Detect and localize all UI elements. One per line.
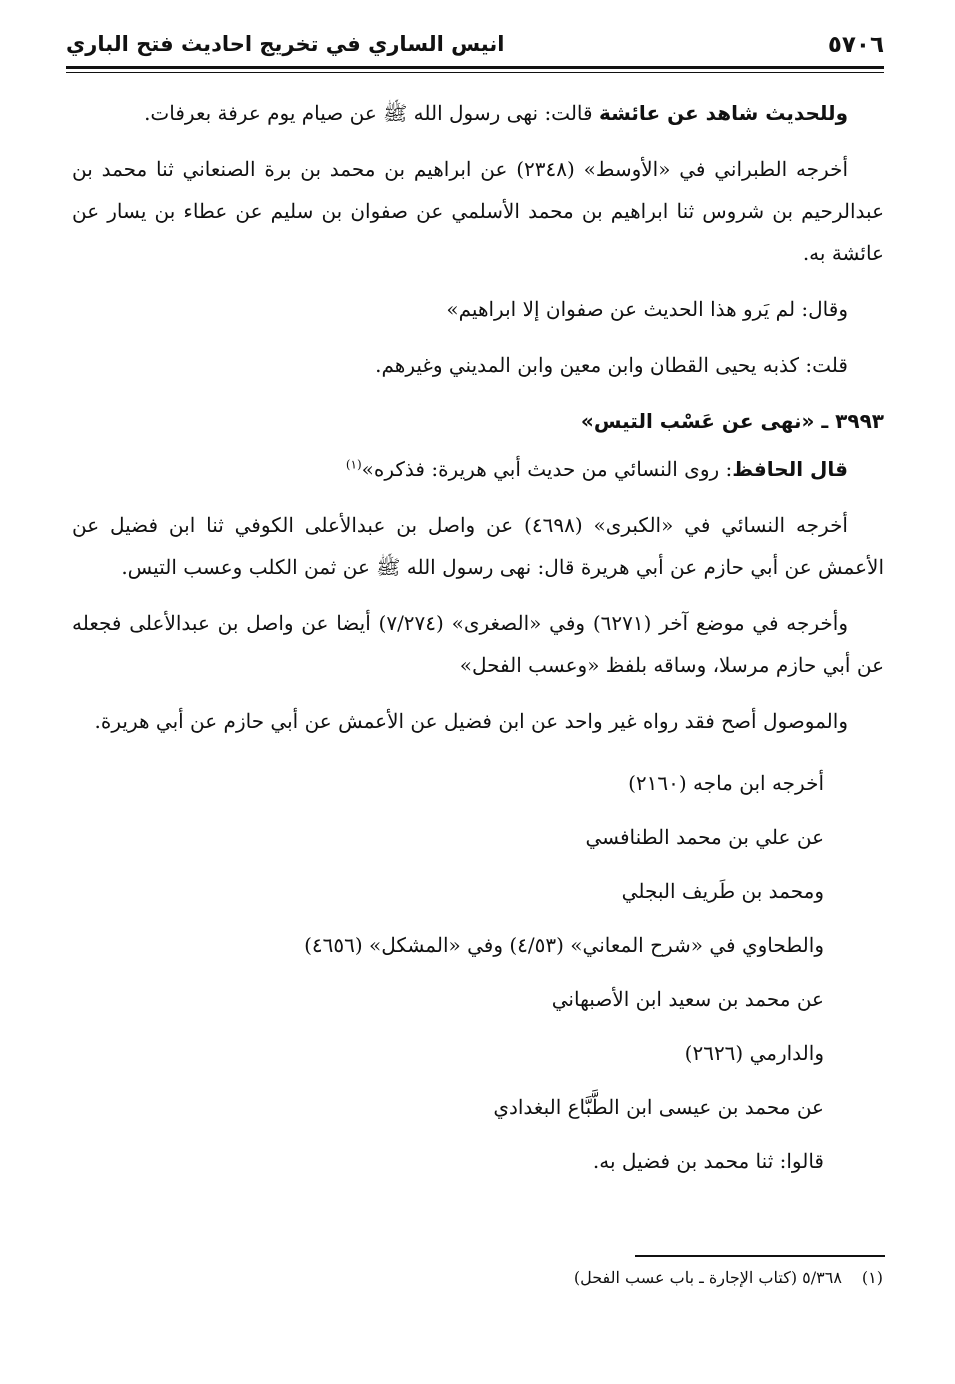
paragraph-lead-bold: قال الحافظ: [732, 457, 848, 481]
paragraph-mawsul: والموصول أصح فقد رواه غير واحد عن ابن فضيل عن الأعمش عن أبي حازم عن أبي هريرة.: [94, 709, 848, 733]
paragraph-text: قالت: نهى رسول الله ﷺ عن صيام يوم عرفة بعرفات.: [144, 101, 599, 125]
paragraph-text: : روى النسائي من حديث أبي هريرة: فذكره»: [361, 457, 733, 481]
isnad-chain: [72, 756, 884, 1188]
footnote-reference: (١): [345, 457, 362, 472]
chain-line: والدارمي (٢٦٢٦): [684, 1041, 824, 1065]
footnote-number: (١): [861, 1268, 883, 1287]
chain-line: عن محمد بن عيسى ابن الطَّبَّاع البغدادي: [493, 1095, 824, 1119]
header-rule-thin: [66, 72, 884, 73]
paragraph-qala: وقال: لم يَرو هذا الحديث عن صفوان إلا ابراهيم»: [446, 297, 848, 321]
footnote: [574, 1268, 883, 1287]
page-number: ٥٧٠٦: [827, 32, 884, 58]
chain-line: أخرجه ابن ماجه (٢١٦٠): [628, 771, 824, 795]
footnote-text: ٥/٣٦٨ (كتاب الإجارة ـ باب عسب الفحل): [573, 1268, 842, 1287]
paragraph-nasai: أخرجه النسائي في «الكبرى» (٤٦٩٨) عن واصل بن عبدالأعلى الكوفي ثنا ابن فضيل عن الأعمش عن أبي حازم عن أبي هريرة قال: نهى رسول الله ﷺ عن ثمن الكلب وعسب التيس.: [72, 513, 884, 579]
chain-line: والطحاوي في «شرح المعاني» (٤/٥٣) وفي «المشكل» (٤٦٥٦): [304, 933, 824, 957]
main-text: [72, 92, 884, 1188]
footnote-rule: [635, 1255, 885, 1257]
paragraph-tabarani: أخرجه الطبراني في «الأوسط» (٢٣٤٨) عن ابراهيم بن محمد بن برة الصنعاني ثنا محمد بن عبدالرحيم بن شروس ثنا ابراهيم بن محمد الأسلمي عن صفوان بن سليم عن عطاء بن يسار عن عائشة به.: [72, 157, 884, 265]
paragraph-lead-bold: وللحديث شاهد عن عائشة: [598, 101, 848, 125]
running-title: انيس الساري في تخريج احاديث فتح الباري: [66, 32, 505, 56]
chain-line: عن محمد بن سعيد ابن الأصبهاني: [551, 987, 824, 1011]
paragraph-witness: [72, 92, 884, 134]
hadith-heading: ٣٩٩٣ ـ «نهى عن عَسْب التيس»: [580, 409, 884, 433]
page-header: [66, 32, 884, 70]
chain-line: قالوا: ثنا محمد بن فضيل به.: [592, 1149, 824, 1173]
paragraph-qultu: قلت: كذبه يحيى القطان وابن معين وابن المديني وغيرهم.: [375, 353, 848, 377]
header-rule: [66, 66, 884, 69]
paragraph-mursal: وأخرجه في موضع آخر (٦٢٧١) وفي «الصغرى» (٧/٢٧٤) أيضا عن واصل بن عبدالأعلى فجعله عن أبي حازم مرسلا، وساقه بلفظ «وعسب الفحل»: [72, 611, 884, 677]
chain-line: ومحمد بن طَريف البجلي: [621, 879, 824, 903]
chain-line: عن علي بن محمد الطنافسي: [585, 825, 824, 849]
paragraph-hafiz: [72, 448, 884, 490]
